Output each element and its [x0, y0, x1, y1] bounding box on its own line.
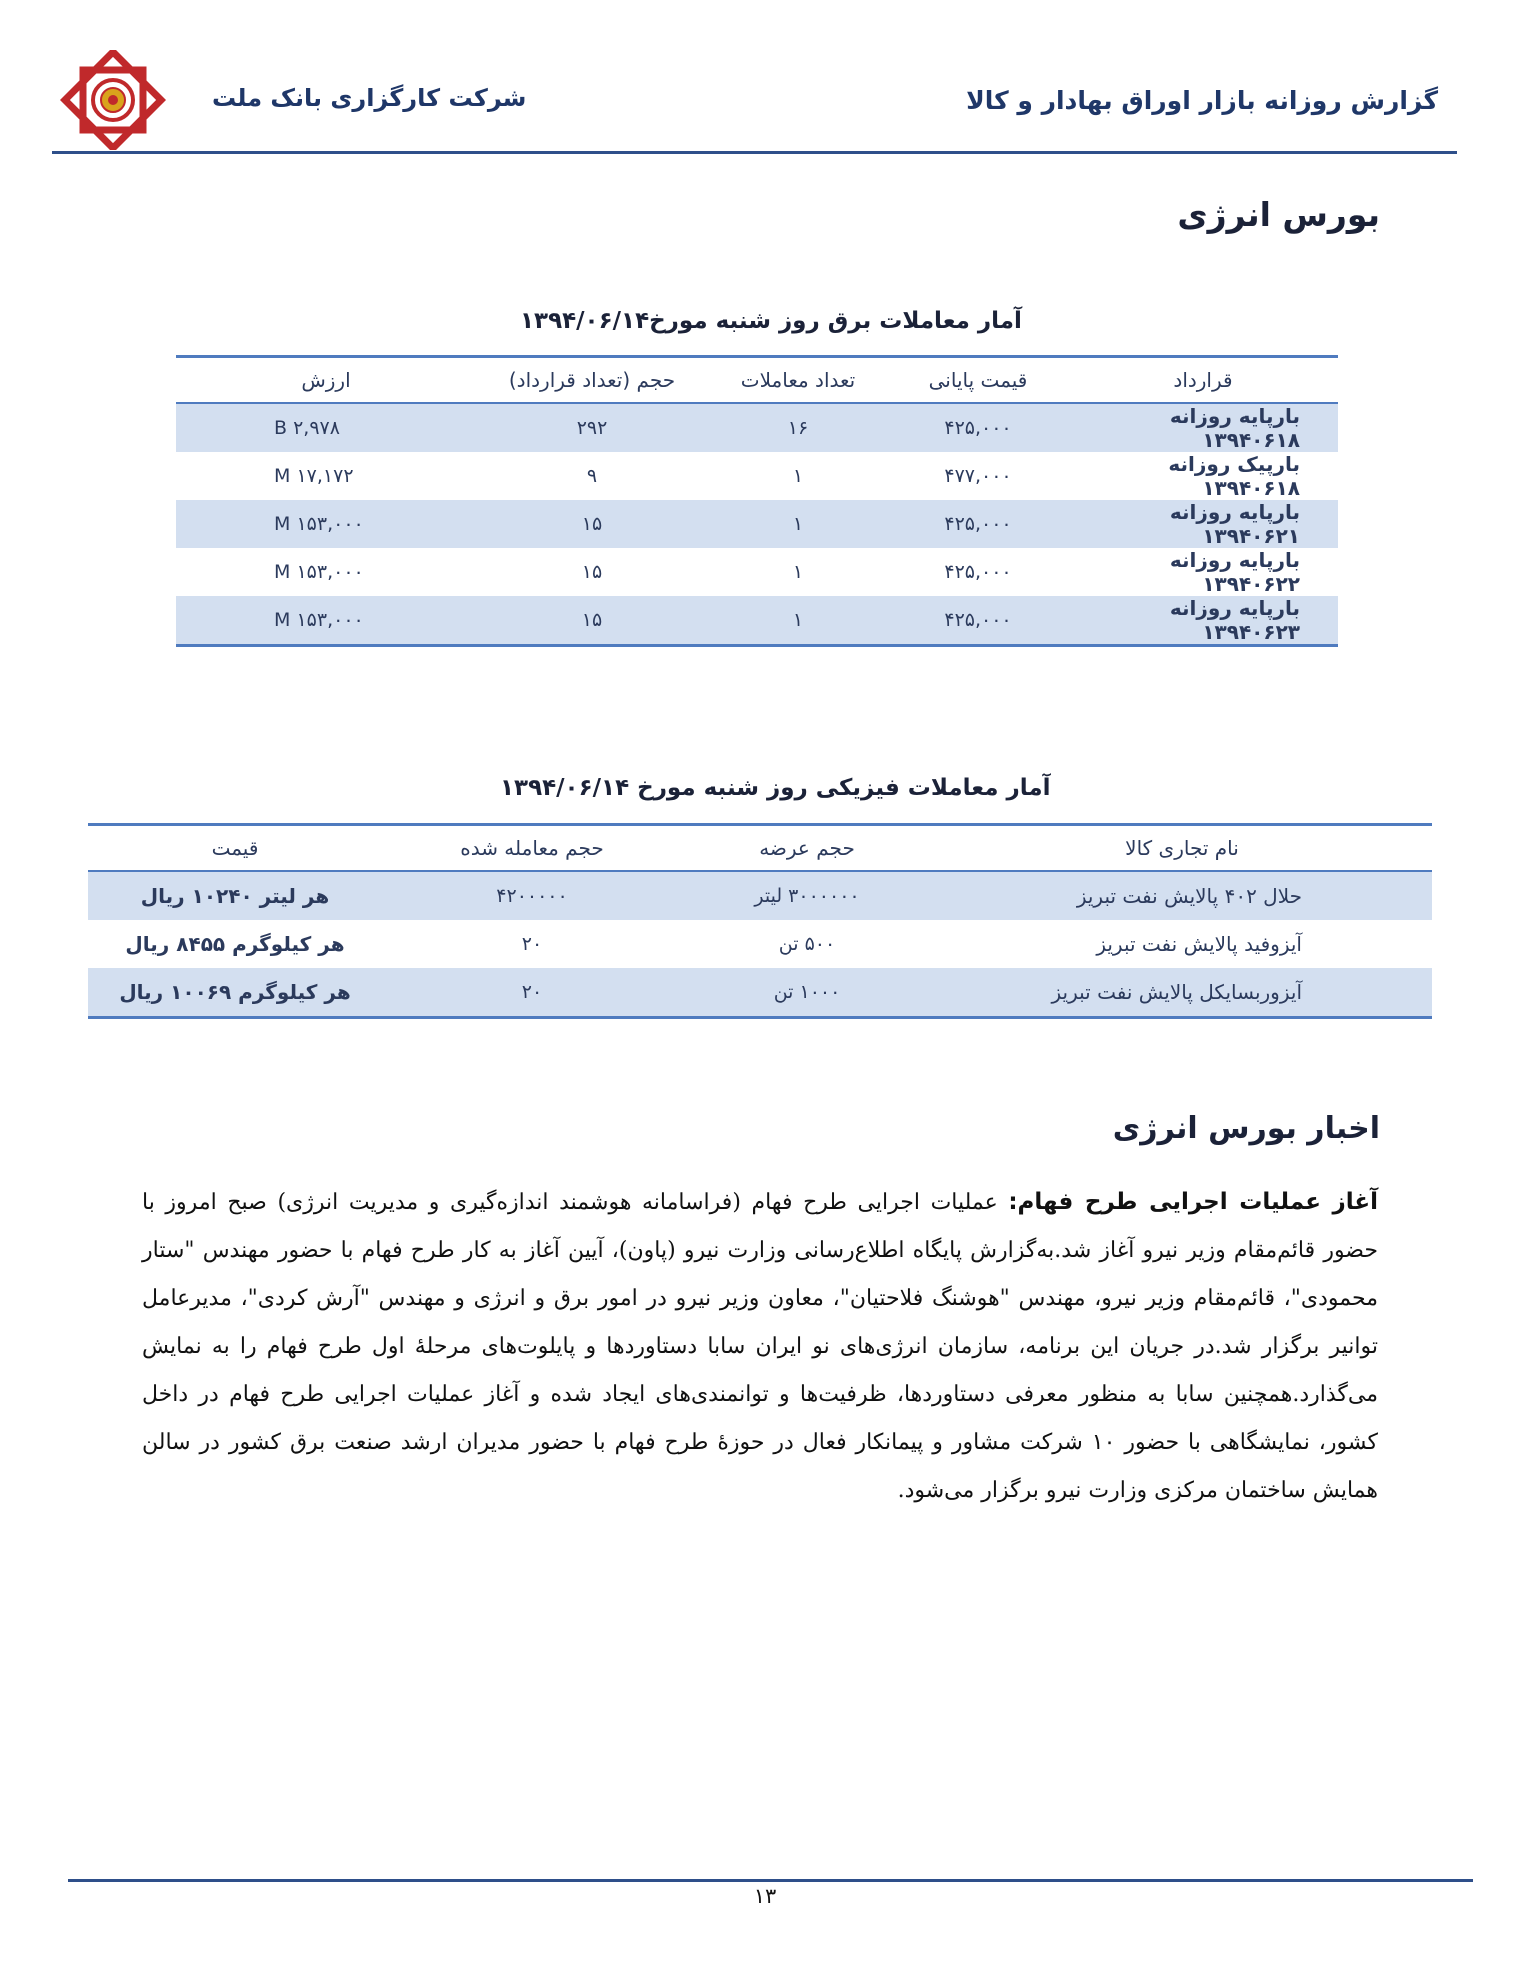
column-header: ارزش	[176, 357, 476, 404]
trades-cell: ۱	[792, 561, 804, 583]
volume-cell: ۱۵	[581, 561, 603, 583]
column-header: قرارداد	[1068, 357, 1338, 404]
table-header-row	[88, 825, 1432, 872]
trades-cell: ۱	[792, 465, 804, 487]
value-cell: ۱۵۳,۰۰۰ M	[176, 596, 476, 646]
table-row	[176, 403, 1338, 452]
price-cell: ۴۷۷,۰۰۰	[944, 465, 1012, 487]
news-title: اخبار بورس انرژی	[1112, 1111, 1380, 1146]
company-name: شرکت کارگزاری بانک ملت	[212, 84, 527, 112]
value-cell: ۱۵۳,۰۰۰ M	[274, 561, 364, 583]
column-header: حجم (تعداد قرارداد)	[476, 357, 708, 404]
table-row	[176, 500, 1338, 548]
page-number: ۱۳	[753, 1884, 777, 1908]
electricity-table-caption: آمار معاملات برق روز شنبه مورخ۱۳۹۴/۰۶/۱۴	[520, 308, 1022, 334]
column-header: قیمت	[88, 825, 382, 872]
table-header-row	[176, 357, 1338, 404]
traded-volume-cell: ۲۰	[382, 968, 682, 1018]
supply-cell: ۱۰۰۰ تن	[682, 968, 932, 1018]
table-row	[88, 871, 1432, 920]
table-row	[176, 548, 1338, 596]
value-cell: ۱۷,۱۷۲ M	[274, 465, 354, 487]
commodity-name-cell: حلال ۴۰۲ پالایش نفت تبریز	[932, 871, 1432, 920]
header-rule	[52, 151, 1457, 154]
value-cell: ۲,۹۷۸ B	[176, 403, 476, 452]
trades-cell: ۱۶	[708, 403, 888, 452]
electricity-table	[176, 355, 1338, 647]
news-lead: آغاز عملیات اجرایی طرح فهام:	[1008, 1189, 1378, 1215]
table-row	[88, 920, 1432, 968]
column-header: حجم معامله شده	[382, 825, 682, 872]
contract-cell: بارپایه روزانه ۱۳۹۴۰۶۲۱	[1068, 500, 1338, 548]
price-cell: ۴۲۵,۰۰۰	[888, 596, 1068, 646]
price-cell: هر کیلوگرم ۸۴۵۵ ریال	[125, 932, 345, 956]
traded-volume-cell: ۲۰	[521, 933, 543, 955]
trades-cell: ۱	[708, 500, 888, 548]
value-cell: ۱۵۳,۰۰۰ M	[176, 500, 476, 548]
table-row	[176, 452, 1338, 500]
commodity-name-cell: آیزوربسایکل پالایش نفت تبریز	[932, 968, 1432, 1018]
section-title: بورس انرژی	[1177, 195, 1380, 234]
news-text: عملیات اجرایی طرح فهام (فراسامانه هوشمند اندازه‌گیری و مدیریت انرژی) صبح امروز با حضور قائم‌مقام وزیر نیرو آغاز شد.به‌گزارش پایگاه اطلاع‌رسانی وزارت نیرو (پاون)، آیین آغاز به کار طرح فهام با حضور مهندس "ستار محمودی"، قائم‌مقام وزیر نیرو، مهندس "هوشنگ فلاحتیان"، معاون وزیر نیرو در امور برق و انرژی و مهندس "آرش کردی"، مدیرعامل توانیر برگزار شد.در جریان این برنامه، سازمان انرژی‌های نو ایران سابا دستاوردها و پایلوت‌های مرحلۀ اول طرح فهام را به نمایش می‌گذارد.همچنین سابا به منظور معرفی دستاوردها، ظرفیت‌ها و توانمندی‌های ایجاد شده و آغاز عملیات اجرایی طرح فهام در داخل کشور، نمایشگاهی با حضور ۱۰ شرکت مشاور و پیمانکار فعال در حوزۀ طرح فهام با حضور مدیران ارشد صنعت برق کشور در سالن همایش ساختمان مرکزی وزارت نیرو برگزار می‌شود.	[142, 1190, 1378, 1503]
price-cell: هر کیلوگرم ۱۰۰۶۹ ریال	[88, 968, 382, 1018]
price-cell: ۴۲۵,۰۰۰	[888, 500, 1068, 548]
contract-cell: بارپیک روزانه ۱۳۹۴۰۶۱۸	[1168, 452, 1300, 500]
trades-cell: ۱	[708, 596, 888, 646]
volume-cell: ۱۵	[476, 596, 708, 646]
volume-cell: ۱۵	[476, 500, 708, 548]
supply-cell: ۵۰۰ تن	[778, 933, 836, 955]
commodity-name-cell: آیزوفید پالایش نفت تبریز	[1096, 932, 1302, 956]
column-header: حجم عرضه	[682, 825, 932, 872]
bank-mellat-logo-icon	[60, 50, 166, 150]
volume-cell: ۹	[586, 465, 598, 487]
contract-cell: بارپایه روزانه ۱۳۹۴۰۶۲۳	[1068, 596, 1338, 646]
table-row	[176, 596, 1338, 646]
contract-cell: بارپایه روزانه ۱۳۹۴۰۶۲۲	[1169, 548, 1300, 596]
table-row	[88, 968, 1432, 1018]
footer-rule	[68, 1879, 1473, 1882]
traded-volume-cell: ۴۲۰۰۰۰۰	[382, 871, 682, 920]
supply-cell: ۳۰۰۰۰۰۰ لیتر	[682, 871, 932, 920]
news-paragraph	[142, 1178, 1378, 1515]
contract-cell: بارپایه روزانه ۱۳۹۴۰۶۱۸	[1068, 403, 1338, 452]
column-header: تعداد معاملات	[708, 357, 888, 404]
physical-table	[88, 823, 1432, 1019]
column-header: قیمت پایانی	[888, 357, 1068, 404]
price-cell: ۴۲۵,۰۰۰	[944, 561, 1012, 583]
column-header: نام تجاری کالا	[932, 825, 1432, 872]
price-cell: هر لیتر ۱۰۲۴۰ ریال	[88, 871, 382, 920]
report-title: گزارش روزانه بازار اوراق بهادار و کالا	[966, 86, 1438, 115]
volume-cell: ۲۹۲	[476, 403, 708, 452]
price-cell: ۴۲۵,۰۰۰	[888, 403, 1068, 452]
physical-table-caption: آمار معاملات فیزیکی روز شنبه مورخ ۱۳۹۴/۰۶/۱۴	[500, 775, 1051, 801]
